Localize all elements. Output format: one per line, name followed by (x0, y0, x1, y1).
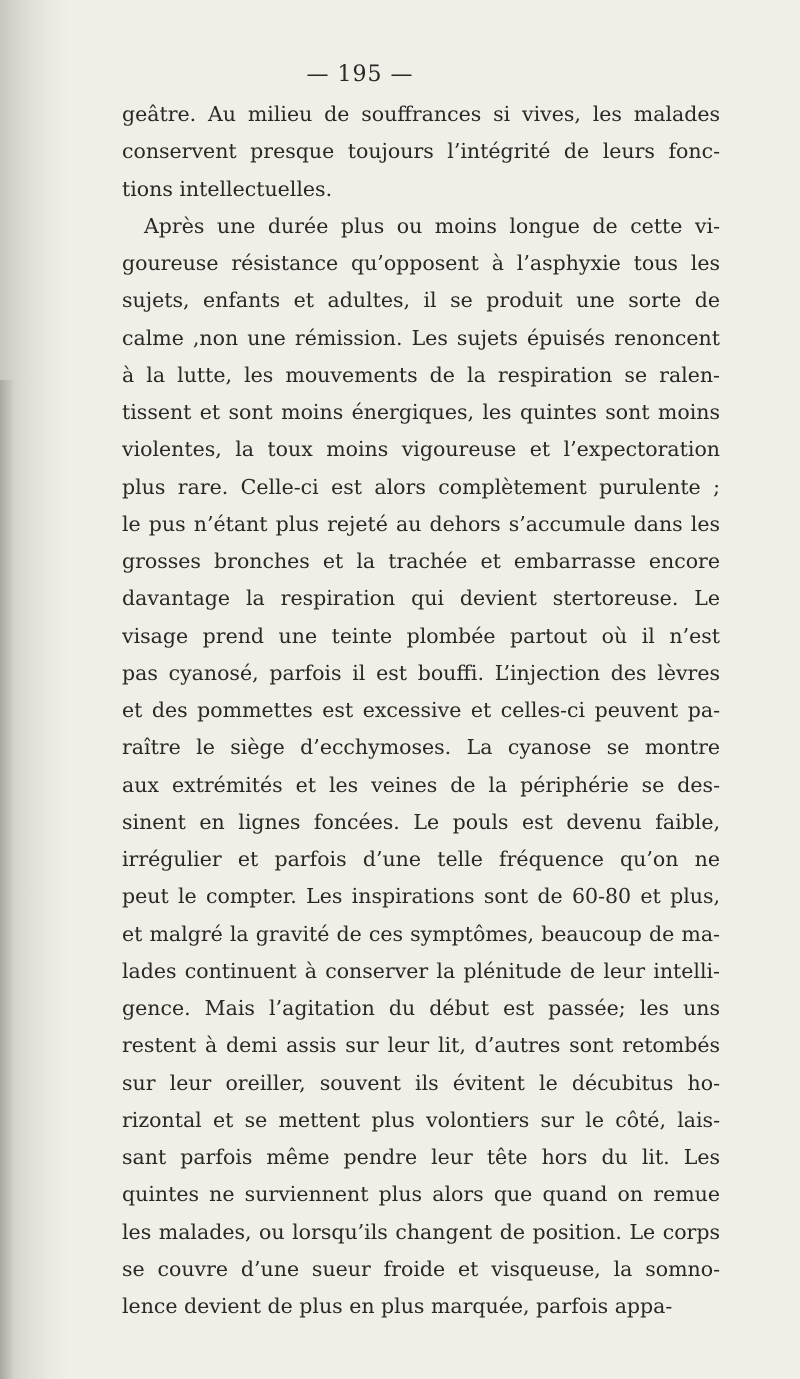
text-line: et des pommettes est excessive et celles-ci peuvent pa- (122, 698, 720, 722)
text-line: sur leur oreiller, souvent ils évitent le décubitus ho- (122, 1070, 720, 1095)
text-line: pas cyanosé, parfois il est bouffi. L’injection des lèvres (122, 660, 720, 685)
text-line: lence devient de plus en plus marquée, parfois appa- (122, 1294, 673, 1318)
text-line: sujets, enfants et adultes, il se produit une sorte de (122, 288, 720, 313)
text-line: restent à demi assis sur leur lit, d’autres sont retombés (122, 1033, 720, 1058)
body-text (122, 96, 720, 1325)
text-line: quintes ne surviennent plus alors que quand on remue (122, 1182, 720, 1207)
text-line: violentes, la toux moins vigoureuse et l’expectoration (122, 437, 720, 462)
text-line: aux extrémités et les veines de la périphérie se des- (122, 772, 720, 797)
text-line: conservent presque toujours l’intégrité de leurs fonc- (122, 139, 720, 164)
text-line: plus rare. Celle-ci est alors complètement purulente ; (122, 474, 720, 499)
page-number: — 195 — (306, 62, 414, 87)
binding-shadow (0, 380, 14, 1379)
text-line: geâtre. Au milieu de souffrances si vives, les malades (122, 102, 720, 126)
text-line: raître le siège d’ecchymoses. La cyanose se montre (122, 735, 720, 760)
text-line: goureuse résistance qu’opposent à l’asphyxie tous les (122, 251, 720, 275)
text-line: irrégulier et parfois d’une telle fréquence qu’on ne (122, 847, 720, 871)
text-line: grosses bronches et la trachée et embarrasse encore (122, 549, 720, 573)
text-line: sinent en lignes foncées. Le pouls est devenu faible, (122, 809, 720, 834)
text-line: visage prend une teinte plombée partout où il n’est (122, 623, 720, 648)
text-line: se couvre d’une sueur froide et visqueuse, la somno- (122, 1256, 720, 1281)
text-line: davantage la respiration qui devient stertoreuse. Le (122, 586, 720, 611)
text-line: lades continuent à conserver la plénitude de leur intelli- (122, 958, 720, 983)
text-line: calme ,non une rémission. Les sujets épuisés renoncent (122, 325, 720, 350)
text-line: et malgré la gravité de ces symptômes, beaucoup de ma- (122, 921, 720, 946)
text-line: Après une durée plus ou moins longue de cette vi- (144, 213, 720, 238)
text-line: sant parfois même pendre leur tête hors du lit. Les (122, 1145, 720, 1169)
text-line: les malades, ou lorsqu’ils changent de position. Le corps (122, 1219, 720, 1244)
text-line: gence. Mais l’agitation du début est passée; les uns (122, 996, 720, 1020)
text-line: tissent et sont moins énergiques, les quintes sont moins (122, 400, 720, 424)
text-line: tions intellectuelles. (122, 176, 333, 201)
text-line: le pus n’étant plus rejeté au dehors s’accumule dans les (122, 511, 720, 536)
text-line: à la lutte, les mouvements de la respiration se ralen- (122, 362, 720, 387)
text-line: rizontal et se mettent plus volontiers sur le côté, lais- (122, 1107, 720, 1132)
text-line: peut le compter. Les inspirations sont de 60-80 et plus, (122, 884, 720, 909)
